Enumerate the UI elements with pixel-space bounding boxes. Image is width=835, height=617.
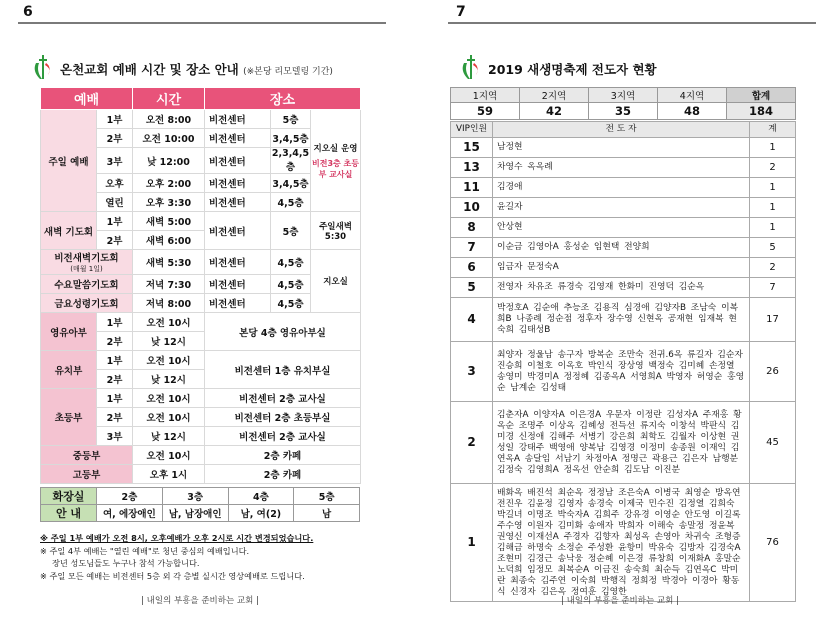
sunday-part: 2부 [97, 129, 133, 148]
sunday-time: 오전 10:00 [133, 129, 205, 148]
region-summary-table [450, 87, 796, 120]
row-total: 5 [750, 238, 796, 258]
col-header-count: 계 [750, 122, 796, 138]
sunday-part: 열린 [97, 193, 133, 212]
elem-part: 3부 [97, 427, 133, 446]
restroom-floor: 5층 [294, 488, 360, 505]
vip-count: 10 [451, 198, 493, 218]
restroom-label: 화장실 [41, 488, 97, 505]
vision-dawn-floor: 4,5층 [271, 250, 311, 275]
row-total: 1 [750, 198, 796, 218]
evangelist-names: 배화옥 배진석 최순옥 정정남 조은숙A 이병국 최영순 방옥연 전진우 김윤정 김영자 송경숙 이제국 민수진 김정열 김희숙 박길녀 이명조 박숙자A 김희주 강유경 이영순 안도영 이길록 주수영 이원자 김미화 송애자 박희자 이해숙 송말정 정윤복 권영신 이재선A 주경자 김향자 최성옥 손영아 차귀숙 조형증 김해금 하명숙 소정순 주성환 윤항미 박유숙 김방자 김경숙A 조현미 김경근 송낙웅 정순혜 이은경 류창희 이재화A 홍말순 노덕희 임정모 최복순A 이금진 송숙희 최순득 김연옥C 박미란 최종숙 김주연 이숙희 박행직 정희정 박경아 이경아 황동식 신경자 김은옥 정여훈 김영한 [493, 484, 750, 602]
table-row [451, 258, 796, 278]
vip-count: 1 [451, 484, 493, 602]
row-total: 76 [750, 484, 796, 602]
kinder-label: 유치부 [41, 351, 97, 389]
infant-time: 오전 10시 [133, 313, 205, 332]
sunday-part: 오후 [97, 174, 133, 193]
sunday-floor: 4,5층 [271, 193, 311, 212]
vip-count: 4 [451, 298, 493, 342]
row-total: 2 [750, 158, 796, 178]
kinder-part: 2부 [97, 370, 133, 389]
dawn-label: 새벽 기도회 [41, 212, 97, 250]
friday-time: 저녁 8:00 [133, 294, 205, 313]
sunday-note-2: 비전3층 초등부 교사실 [312, 158, 359, 179]
elem-part: 1부 [97, 389, 133, 408]
sunday-venue: 비전센터 [205, 129, 271, 148]
infant-place: 본당 4층 영유아부실 [205, 313, 361, 351]
elem-place: 비전센터 2층 교사실 [205, 389, 361, 408]
sunday-time: 낮 12:00 [133, 148, 205, 174]
evangelist-names: 김춘자A 이양자A 이은경A 우문자 이정란 김성자A 주재홍 황옥순 조명주 이상옥 김혜성 전득선 류지숙 이창석 박판식 김미경 신정애 김해주 서병기 강은희 최학도 김월자 이상현 권성일 강태주 백영애 양복남 김영경 이정미 송종원 이재익 김연옥A 송달임 서남기 차정아A 정명근 곽용근 김은자 남행분 김정숙 김영희A 정옥선 안순희 김도남 이진분 [493, 402, 750, 484]
elem-place: 비전센터 2층 교사실 [205, 427, 361, 446]
row-total: 1 [750, 218, 796, 238]
wednesday-venue: 비전센터 [205, 275, 271, 294]
restroom-label-2: 안 내 [41, 505, 97, 522]
kinder-time: 오전 10시 [133, 351, 205, 370]
region-value: 35 [589, 103, 658, 120]
wednesday-floor: 4,5층 [271, 275, 311, 294]
region-value: 42 [520, 103, 589, 120]
restroom-use: 여, 에장애인 [97, 505, 163, 522]
footer-left: | 내일의 부흥을 준비하는 교회 | [141, 596, 259, 606]
region-value: 48 [658, 103, 727, 120]
page-title-left [60, 60, 333, 78]
church-logo-icon [458, 53, 484, 81]
kinder-part: 1부 [97, 351, 133, 370]
note-line: ※ 주일 1부 예배가 오전 8시, 오후예배가 오후 2시로 시간 변경되었습니다. [40, 533, 314, 543]
vision-dawn-label [41, 250, 133, 275]
table-row [451, 238, 796, 258]
evangelist-names: 이순금 김영아A 홍성순 임현택 전양희 [493, 238, 750, 258]
elem-label: 초등부 [41, 389, 97, 446]
evangelist-names: 임금자 문정숙A [493, 258, 750, 278]
restroom-use: 남, 여(2) [228, 505, 294, 522]
high-time: 오후 1시 [133, 465, 205, 484]
header-rule-right [448, 22, 816, 24]
col-header-names: 전 도 자 [493, 122, 750, 138]
friday-venue: 비전센터 [205, 294, 271, 313]
row-total: 17 [750, 298, 796, 342]
notes [40, 532, 370, 582]
restroom-use: 남 [294, 505, 360, 522]
vip-count: 11 [451, 178, 493, 198]
page-number-right: 7 [456, 4, 466, 20]
restroom-floor: 3층 [162, 488, 228, 505]
page-number-left: 6 [23, 4, 33, 20]
row-total: 26 [750, 342, 796, 402]
region-header: 1지역 [451, 88, 520, 103]
sunday-venue: 비전센터 [205, 174, 271, 193]
vip-count: 15 [451, 138, 493, 158]
sunday-floor: 3,4,5층 [271, 174, 311, 193]
header-worship: 예배 [41, 88, 133, 110]
sunday-note [311, 110, 361, 212]
row-total: 1 [750, 178, 796, 198]
infant-part: 2부 [97, 332, 133, 351]
note-line: ※ 주일 모든 예배는 비전센터 5층 외 각 층별 실시간 영상예배로 드립니다. [40, 570, 305, 581]
header-time: 시간 [133, 88, 205, 110]
high-place: 2층 카페 [205, 465, 361, 484]
title-subtitle: (※본당 리모델링 기간) [243, 67, 333, 77]
table-row [451, 298, 796, 342]
vip-count: 8 [451, 218, 493, 238]
table-row [451, 138, 796, 158]
dawn-time: 새벽 6:00 [133, 231, 205, 250]
kinder-place: 비전센터 1층 유치부실 [205, 351, 361, 389]
evangelist-names: 전영자 차유조 류경숙 김영재 한화미 진영덕 김순옥 [493, 278, 750, 298]
sunday-time: 오전 8:00 [133, 110, 205, 129]
evangelist-names: 차영수 옥옥례 [493, 158, 750, 178]
header-place: 장소 [205, 88, 361, 110]
church-logo-icon [30, 53, 56, 81]
sunday-venue: 비전센터 [205, 148, 271, 174]
vip-count: 2 [451, 402, 493, 484]
sunday-floor: 5층 [271, 110, 311, 129]
elem-time: 오전 10시 [133, 408, 205, 427]
middle-label: 중등부 [41, 446, 133, 465]
vip-count: 7 [451, 238, 493, 258]
evangelist-table [450, 121, 796, 602]
evangelist-rows [451, 138, 796, 602]
region-header: 3지역 [589, 88, 658, 103]
sunday-part: 1부 [97, 110, 133, 129]
dawn-venue: 비전센터 [205, 212, 271, 250]
others-note: 지오실 [311, 250, 361, 313]
sunday-time: 오후 3:30 [133, 193, 205, 212]
total-value: 184 [727, 103, 796, 120]
evangelist-names: 윤길자 [493, 198, 750, 218]
table-row [451, 178, 796, 198]
friday-floor: 4,5층 [271, 294, 311, 313]
dawn-note: 주일새벽 5:30 [311, 212, 361, 250]
sunday-time: 오후 2:00 [133, 174, 205, 193]
sunday-floor: 2,3,4,5층 [271, 148, 310, 173]
dawn-floor: 5층 [271, 212, 311, 250]
dawn-part: 1부 [97, 212, 133, 231]
elem-place: 비전센터 2층 초등부실 [205, 408, 361, 427]
middle-place: 2층 카페 [205, 446, 361, 465]
sunday-label: 주일 예배 [41, 110, 97, 212]
page-title-right: 2019 새생명축제 전도자 현황 [488, 62, 657, 77]
dawn-time: 새벽 5:00 [133, 212, 205, 231]
vip-count: 13 [451, 158, 493, 178]
elem-part: 2부 [97, 408, 133, 427]
evangelist-names: 박정호A 김순애 추능조 김용직 심경애 김양자B 조남숙 이복희B 나종례 정순점 정후자 장수영 신현옥 공재현 임재복 현숙희 김태성B [493, 298, 750, 342]
row-total: 7 [750, 278, 796, 298]
wednesday-time: 저녁 7:30 [133, 275, 205, 294]
col-header-vip: VIP인원 [451, 122, 493, 138]
restroom-use: 남, 남장애인 [162, 505, 228, 522]
table-row [451, 342, 796, 402]
restroom-floor: 4층 [228, 488, 294, 505]
table-row [451, 278, 796, 298]
middle-time: 오전 10시 [133, 446, 205, 465]
note-line: ※ 주일 4부 예배는 "열린 예배"로 청년 중심의 예배입니다. [40, 545, 250, 556]
vision-dawn-time: 새벽 5:30 [133, 250, 205, 275]
evangelist-names: 남정현 [493, 138, 750, 158]
row-total: 2 [750, 258, 796, 278]
infant-label: 영유아부 [41, 313, 97, 351]
table-row [451, 198, 796, 218]
row-total: 45 [750, 402, 796, 484]
infant-part: 1부 [97, 313, 133, 332]
row-total: 1 [750, 138, 796, 158]
sunday-note-1: 지오실 운영 [313, 143, 358, 154]
vision-dawn-sub: (매월 1일) [70, 265, 103, 273]
high-label: 고등부 [41, 465, 133, 484]
region-header: 4지역 [658, 88, 727, 103]
restroom-table [40, 487, 360, 522]
sunday-part: 3부 [97, 148, 133, 174]
sunday-venue: 비전센터 [205, 110, 271, 129]
elem-time: 낮 12시 [133, 427, 205, 446]
evangelist-names: 안상현 [493, 218, 750, 238]
footer-right: | 내일의 부흥을 준비하는 교회 | [561, 596, 679, 606]
friday-label: 금요성령기도회 [41, 294, 133, 313]
dawn-part: 2부 [97, 231, 133, 250]
table-row [451, 158, 796, 178]
vip-count: 5 [451, 278, 493, 298]
vision-dawn-name: 비전새벽기도회 [54, 253, 119, 264]
wednesday-label: 수요말씀기도회 [41, 275, 133, 294]
evangelist-names: 최양자 정울남 송구자 방복순 조만숙 전귀.6옥 류길자 김순자 진승희 이철호 이옥호 박인식 장상영 백정숙 김미혜 손정열 송영미 박경미A 정정혜 김종옥A 서영희A 박영자 허영순 홍영순 남계순 김성태 [493, 342, 750, 402]
elem-time: 오전 10시 [133, 389, 205, 408]
vip-count: 6 [451, 258, 493, 278]
table-row [451, 218, 796, 238]
infant-time: 낮 12시 [133, 332, 205, 351]
restroom-floor: 2층 [97, 488, 163, 505]
vision-dawn-venue: 비전센터 [205, 250, 271, 275]
vip-count: 3 [451, 342, 493, 402]
total-header: 합계 [727, 88, 796, 103]
sunday-floor: 3,4,5층 [271, 129, 311, 148]
table-row [451, 484, 796, 602]
note-line: 장년 성도님들도 누구나 참석 가능합니다. [52, 558, 200, 568]
worship-schedule-table [40, 87, 361, 484]
sunday-venue: 비전센터 [205, 193, 271, 212]
region-value: 59 [451, 103, 520, 120]
kinder-time: 낮 12시 [133, 370, 205, 389]
evangelist-names: 김경애 [493, 178, 750, 198]
header-rule-left [18, 22, 386, 24]
region-header: 2지역 [520, 88, 589, 103]
title-text: 온천교회 예배 시간 및 장소 안내 [60, 62, 239, 77]
table-row [451, 402, 796, 484]
